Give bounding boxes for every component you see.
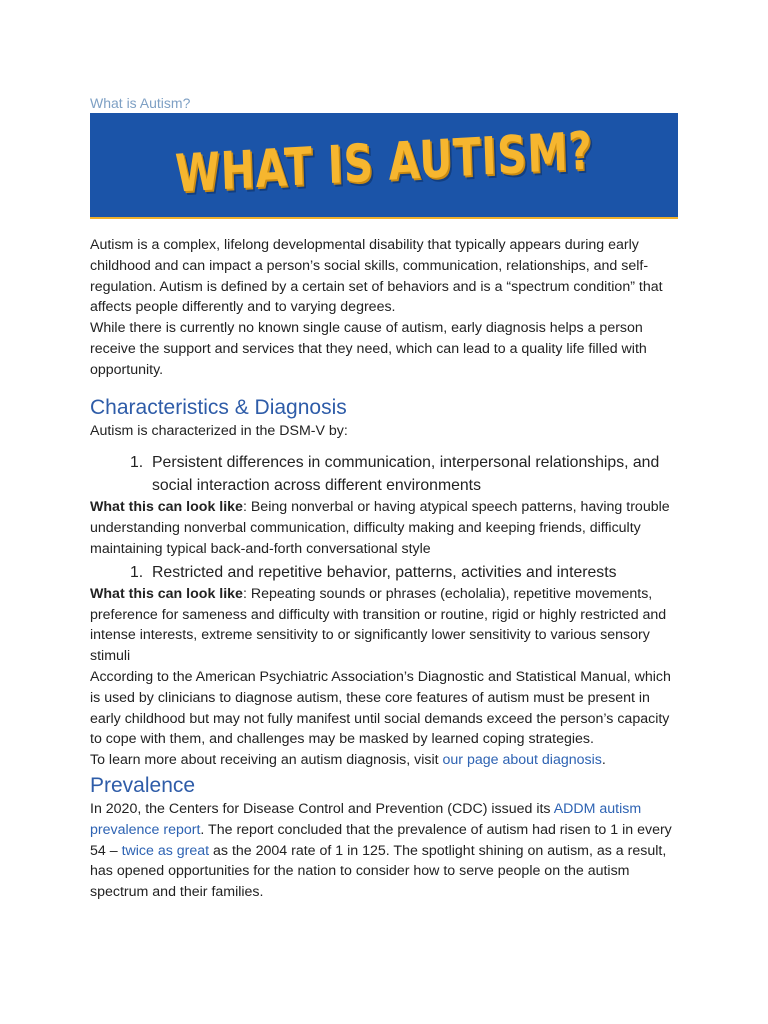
breadcrumb[interactable]: What is Autism? <box>90 95 191 111</box>
list-number: 1. <box>130 563 144 581</box>
dsm-paragraph: According to the American Psychiatric Association’s Diagnostic and Statistical Manual, which is used by clinicians to diagnose autism, these core features of autism must be present in early childhood but may not fully manifest until social demands exceed the person’s capacity to cope with them, and challenges may be masked by learned coping strategies. <box>90 668 671 748</box>
look-like-paragraph-2 <box>90 584 680 667</box>
criteria-text: Persistent differences in communication, interpersonal relationships, and social interaction across different environments <box>152 454 660 495</box>
look-like-label: What this can look like <box>90 499 243 516</box>
learn-more-prefix: To learn more about receiving an autism diagnosis, visit <box>90 752 443 769</box>
look-like-text: : Being nonverbal or having atypical speech patterns, having trouble understanding nonverbal communication, difficulty making and keeping friends, difficulty maintaining typical back-and-forth conversational style <box>90 499 670 557</box>
characteristics-heading: Characteristics & Diagnosis <box>90 395 347 419</box>
prevalence-text-2: . The report concluded that the prevalence of autism had risen to 1 in every 54 – <box>90 821 672 859</box>
prevalence-text-3: as the 2004 rate of 1 in 125. The spotlight shining on autism, as a result, has opened opportunities for the nation to consider how to serve people on the autism spectrum and their families. <box>90 842 667 901</box>
criteria-item-2 <box>130 561 680 584</box>
banner-headline: WHAT IS AUTISM? <box>174 121 594 205</box>
addm-report-link[interactable]: ADDM autism prevalence report <box>90 800 642 838</box>
prevalence-heading: Prevalence <box>90 773 196 797</box>
criteria-list-2 <box>90 561 680 584</box>
diagnosis-page-link[interactable]: our page about diagnosis <box>442 752 602 769</box>
criteria-text: Restricted and repetitive behavior, patterns, activities and interests <box>152 563 617 581</box>
criteria-item-1 <box>130 451 680 497</box>
learn-more-suffix: . <box>601 752 606 769</box>
intro-paragraph-2: While there is currently no known single cause of autism, early diagnosis helps a person receive the support and services that they need, which can lead to a quality life filled with opportunity. <box>90 320 647 378</box>
article <box>90 94 680 903</box>
twice-as-great-link[interactable]: twice as great <box>121 842 210 859</box>
learn-more-paragraph <box>90 750 680 771</box>
intro-paragraph-1: Autism is a complex, lifelong developmental disability that typically appears during early childhood and can impact a person’s social skills, communication, relationships, and self-regulation. Autism is defined by a certain set of behaviors and is a “spectrum condition” that affects people differently and to varying degrees. <box>90 237 663 316</box>
prevalence-paragraph <box>90 799 680 903</box>
look-like-paragraph-1 <box>90 497 680 559</box>
hero-banner <box>90 113 678 233</box>
criteria-list-1 <box>90 451 680 497</box>
look-like-text: : Repeating sounds or phrases (echolalia), repetitive movements, preference for sameness and difficulty with transition or routine, rigid or highly restricted and intense interests, extreme sensitivity to or significantly lower sensitivity to various sensory stimuli <box>90 585 667 665</box>
list-number: 1. <box>130 454 144 472</box>
characteristics-lead: Autism is characterized in the DSM-V by: <box>90 422 348 439</box>
banner-white-stripe <box>90 219 678 233</box>
prevalence-text-1: In 2020, the Centers for Disease Control and Prevention (CDC) issued its <box>90 800 554 817</box>
look-like-label: What this can look like <box>90 585 243 602</box>
